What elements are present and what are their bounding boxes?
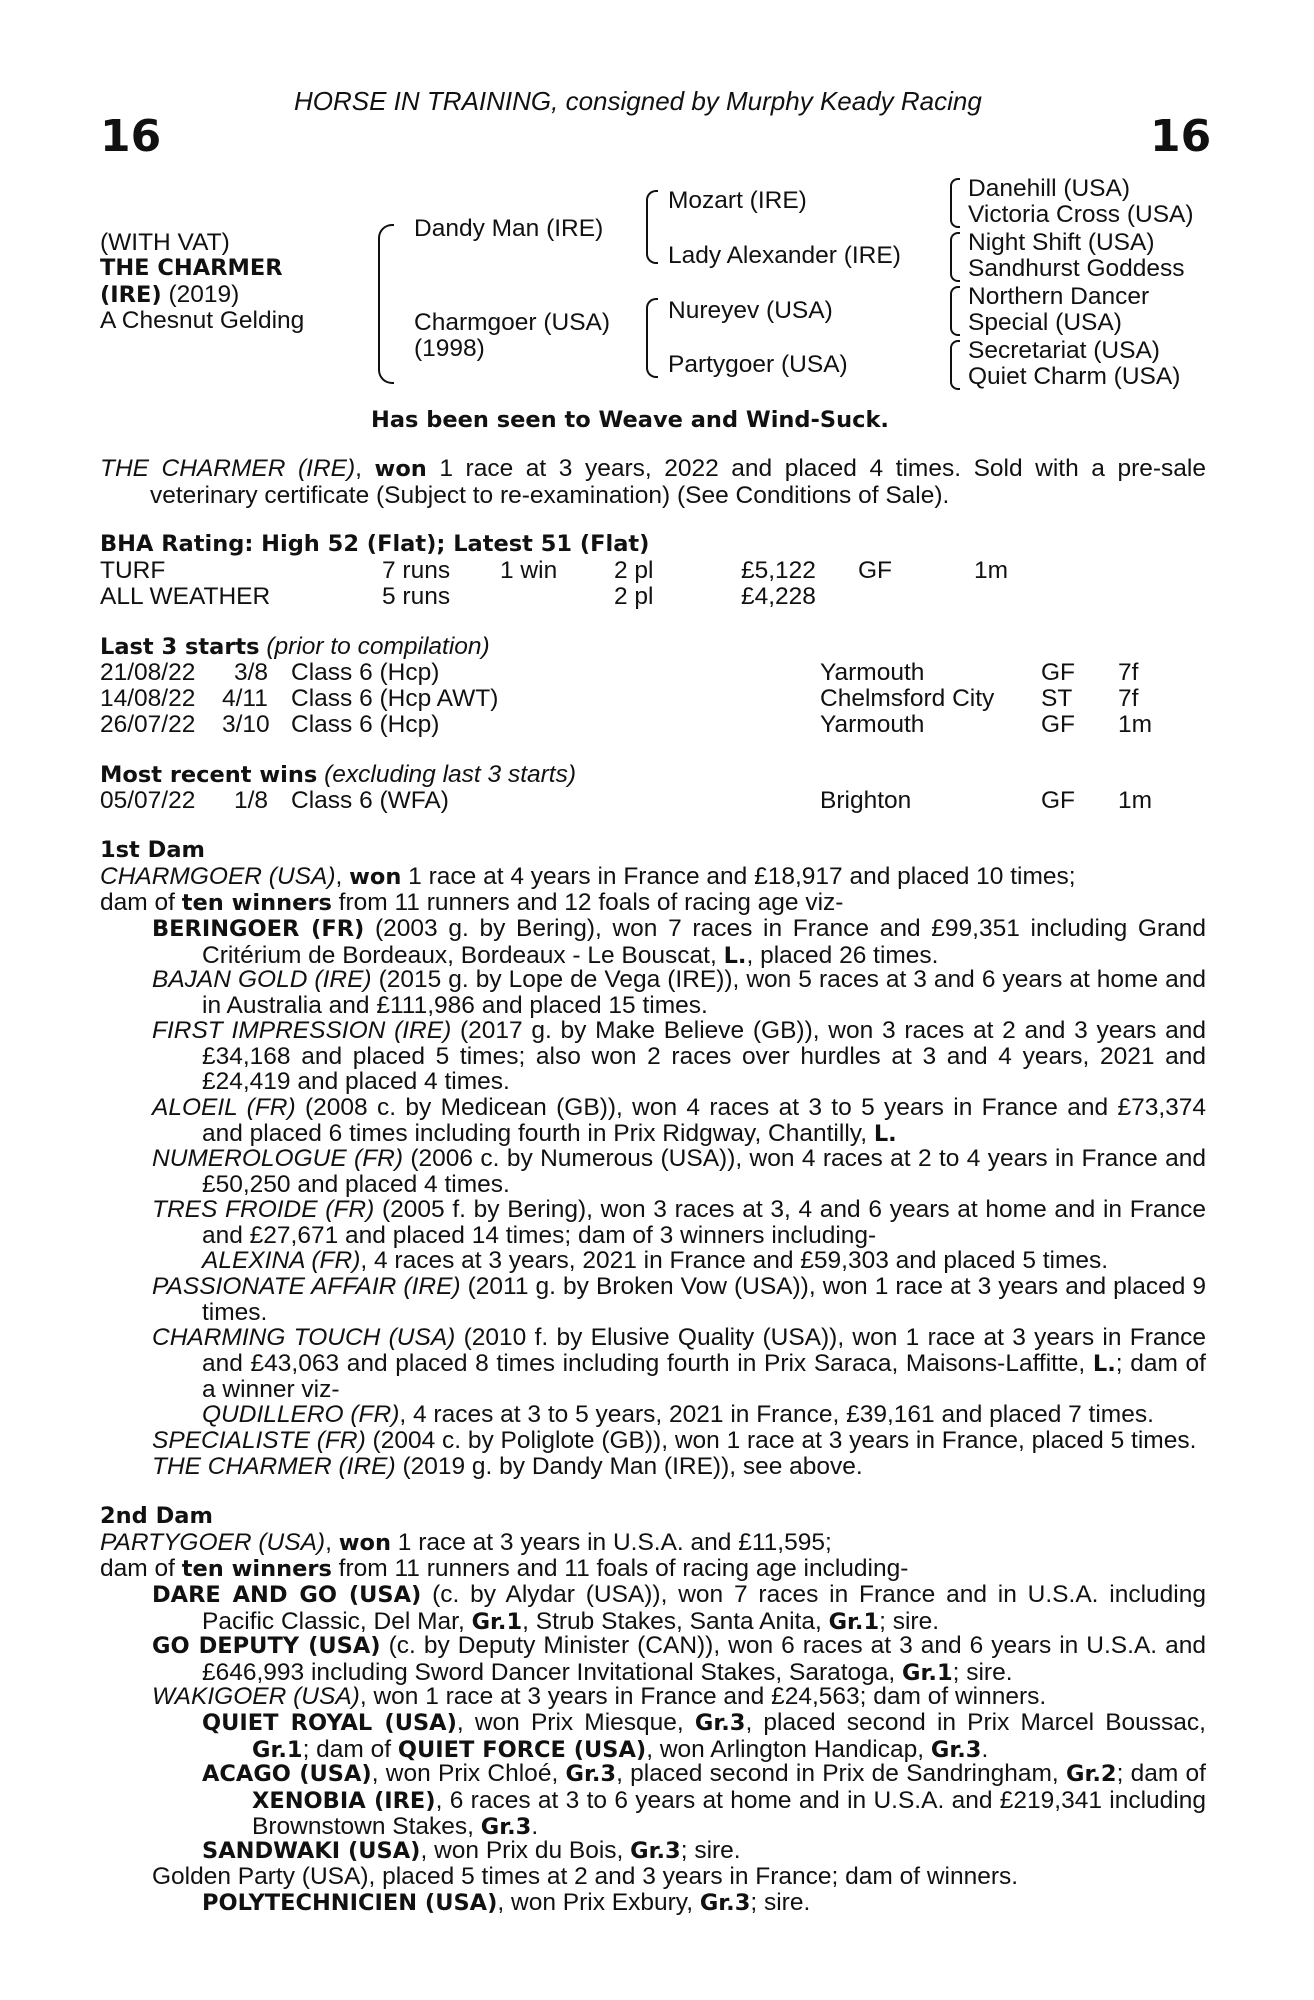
pedigree-sire: Dandy Man (IRE) [414,215,604,242]
dam1-progeny: SPECIALISTE (FR) (2004 c. by Poliglote (GB)), won 1 race at 3 years in France, placed 5 times. [152,1427,1197,1454]
dam2-grandprogeny: ACAGO (USA), won Prix Chloé, Gr.3, placed second in Prix de Sandringham, Gr.2; dam of XENOBIA (IRE), 6 races at 3 to 6 years at home and in U.S.A. and £219,341 including Brownstown Stakes, Gr.3. [202,1760,1206,1840]
vice-notice: Has been seen to Weave and Wind-Suck. [371,407,889,433]
consignor-line: HORSE IN TRAINING, consigned by Murphy Keady Racing [294,86,982,116]
horse-name: THE CHARMER [100,255,283,281]
dam1-progeny: TRES FROIDE (FR) (2005 f. by Bering), won 3 races at 3, 4 and 6 years at home and in France and £27,671 and placed 14 times; dam of 3 winners including- [152,1196,1206,1249]
pedigree-sire-dam: Lady Alexander (IRE) [668,242,901,269]
pedigree-dam-year: (1998) [414,335,485,362]
win-pos: 1/8 [234,787,269,814]
pedigree-bracket-main [378,224,394,384]
pedigree-bracket-g3 [950,286,960,336]
rating-prize: £5,122 [741,557,816,584]
win-going: GF [1041,787,1076,814]
start-course: Yarmouth [820,659,925,686]
rating-pl: 2 pl [614,583,654,610]
start-course: Chelmsford City [820,685,995,712]
rating-heading: BHA Rating: High 52 (Flat); Latest 51 (Flat) [100,531,650,557]
start-class: Class 6 (Hcp) [291,711,440,738]
win-date: 05/07/22 [100,787,196,814]
dam2-progeny: WAKIGOER (USA), won 1 race at 3 years in France and £24,563; dam of winners. [152,1683,1047,1710]
pedigree-dam-sire: Nureyev (USA) [668,297,833,324]
start-dist: 7f [1118,659,1139,686]
start-date: 21/08/22 [100,659,196,686]
dam1-progeny: NUMEROLOGUE (FR) (2006 c. by Numerous (USA)), won 4 races at 2 to 4 years in France and £50,250 and placed 4 times. [152,1145,1206,1198]
dam1-heading: 1st Dam [100,837,205,863]
pedigree-bracket-g4 [950,340,960,390]
pedigree-bracket-g1 [950,178,960,228]
recent-heading: Most recent wins [100,762,318,788]
dam1-line1: CHARMGOER (USA), won 1 race at 4 years in France and £18,917 and placed 10 times; [100,863,1076,890]
rating-dist: 1m [974,557,1009,584]
pedigree-g5: Northern Dancer [968,283,1150,310]
start-going: GF [1041,711,1076,738]
pedigree-g1: Danehill (USA) [968,175,1131,202]
dam1-progeny: BAJAN GOLD (IRE) (2015 g. by Lope de Vega (IRE)), won 5 races at 3 and 6 years at home and in Australia and £111,986 and placed 15 times. [152,966,1206,1019]
pedigree-bracket-g2 [950,232,960,282]
start-pos: 3/8 [234,659,269,686]
dam1-grandprogeny: QUDILLERO (FR), 4 races at 3 to 5 years, 2021 in France, £39,161 and placed 7 times. [202,1401,1154,1428]
dam2-line2: dam of ten winners from 11 runners and 11 foals of racing age including- [100,1555,909,1582]
dam2-progeny: Golden Party (USA), placed 5 times at 2 and 3 years in France; dam of winners. [152,1863,1019,1890]
intro-paragraph: THE CHARMER (IRE), won 1 race at 3 years, 2022 and placed 4 times. Sold with a pre-sale veterinary certificate (Subject to re-examination) (See Conditions of Sale). [100,455,1206,509]
pedigree-bracket-dam [646,298,658,378]
dam1-progeny: THE CHARMER (IRE) (2019 g. by Dandy Man (IRE)), see above. [152,1453,863,1480]
horse-description: A Chesnut Gelding [100,307,305,334]
rating-wins: 1 win [500,557,558,584]
start-pos: 4/11 [222,685,268,712]
rating-runs: 7 runs [382,557,451,584]
intro-horse-name: THE CHARMER (IRE) [100,455,356,482]
start-dist: 1m [1118,711,1153,738]
start-going: GF [1041,659,1076,686]
horse-year: (2019) [161,281,240,308]
horse-name-suffix [100,282,239,309]
start-dist: 7f [1118,685,1139,712]
dam2-heading: 2nd Dam [100,1503,213,1529]
start-course: Yarmouth [820,711,925,738]
win-dist: 1m [1118,787,1153,814]
pedigree-g6: Special (USA) [968,309,1122,336]
dam1-progeny: FIRST IMPRESSION (IRE) (2017 g. by Make Believe (GB)), won 3 races at 2 and 3 years and £34,168 and placed 5 times; also won 2 races over hurdles at 3 and 4 years, 2021 and £24,419 and placed 4 times. [152,1017,1206,1095]
pedigree-dam-dam: Partygoer (USA) [668,351,848,378]
dam1-progeny: ALOEIL (FR) (2008 c. by Medicean (GB)), won 4 races at 3 to 5 years in France and £73,374 and placed 6 times including fourth in Prix Ridgway, Chantilly, L. [152,1094,1207,1147]
intro-text: 1 race at 3 years, 2022 and placed 4 times. Sold with a pre-sale veterinary certificate (Subject to re-examination) (See Conditions of Sale). [150,455,1206,509]
dam1-grandprogeny: ALEXINA (FR), 4 races at 3 years, 2021 in France and £59,303 and placed 5 times. [202,1247,1109,1274]
start-class: Class 6 (Hcp AWT) [291,685,499,712]
pedigree-g3: Night Shift (USA) [968,229,1155,256]
dam1-progeny: CHARMING TOUCH (USA) (2010 f. by Elusive Quality (USA)), won 1 race at 3 years in France and £43,063 and placed 8 times including fourth in Prix Saraca, Maisons-Laffitte, L.; dam of a winner viz- [152,1324,1206,1403]
intro-won: won [374,456,427,482]
recent-heading-line [100,762,576,789]
rating-going: GF [858,557,893,584]
recent-note: (excluding last 3 starts) [317,761,577,788]
pedigree-dam: Charmgoer (USA) [414,309,611,336]
start-date: 26/07/22 [100,711,196,738]
rating-pl: 2 pl [614,557,654,584]
dam1-progeny: PASSIONATE AFFAIR (IRE) (2011 g. by Broken Vow (USA)), won 1 race at 3 years and placed 9 times. [152,1273,1207,1326]
lot-number-left: 16 [100,111,162,162]
rating-surface: ALL WEATHER [100,583,271,610]
lot-number-right: 16 [1150,111,1212,162]
dam2-progeny: GO DEPUTY (USA) (c. by Deputy Minister (CAN)), won 6 races at 3 and 6 years in U.S.A. and £646,993 including Sword Dancer Invitational Stakes, Saratoga, Gr.1; sire. [152,1632,1206,1686]
pedigree-g8: Quiet Charm (USA) [968,363,1181,390]
start-date: 14/08/22 [100,685,196,712]
last3-heading-line [100,634,490,661]
start-class: Class 6 (Hcp) [291,659,440,686]
last3-heading: Last 3 starts [100,634,260,660]
start-going: ST [1041,685,1073,712]
dam2-grandprogeny: POLYTECHNICIEN (USA), won Prix Exbury, Gr.3; sire. [202,1889,811,1916]
rating-surface: TURF [100,557,166,584]
dam2-line1: PARTYGOER (USA), won 1 race at 3 years in U.S.A. and £11,595; [100,1529,832,1556]
dam2-grandprogeny: QUIET ROYAL (USA), won Prix Miesque, Gr.3, placed second in Prix Marcel Boussac, Gr.1; dam of QUIET FORCE (USA), won Arlington Handicap, Gr.3. [202,1709,1206,1763]
pedigree-g2: Victoria Cross (USA) [968,201,1194,228]
rating-runs: 5 runs [382,583,451,610]
horse-country: (IRE) [100,282,162,308]
dam1-progeny: BERINGOER (FR) (2003 g. by Bering), won 7 races in France and £99,351 including Grand Critérium de Bordeaux, Bordeaux - Le Bouscat, L., placed 26 times. [152,915,1206,969]
win-class: Class 6 (WFA) [291,787,449,814]
pedigree-bracket-sire [646,190,658,264]
win-course: Brighton [820,787,912,814]
last3-note: (prior to compilation) [259,633,490,660]
dam2-progeny: DARE AND GO (USA) (c. by Alydar (USA)), won 7 races in France and in U.S.A. including Pacific Classic, Del Mar, Gr.1, Strub Stakes, Santa Anita, Gr.1; sire. [152,1581,1206,1635]
dam1-line2: dam of ten winners from 11 runners and 12 foals of racing age viz- [100,889,844,916]
dam2-grandprogeny: SANDWAKI (USA), won Prix du Bois, Gr.3; sire. [202,1837,741,1864]
pedigree-g7: Secretariat (USA) [968,337,1160,364]
pedigree-g4: Sandhurst Goddess [968,255,1185,282]
vat-note: (WITH VAT) [100,229,230,256]
pedigree-sire-sire: Mozart (IRE) [668,187,807,214]
rating-prize: £4,228 [741,583,816,610]
start-pos: 3/10 [222,711,270,738]
